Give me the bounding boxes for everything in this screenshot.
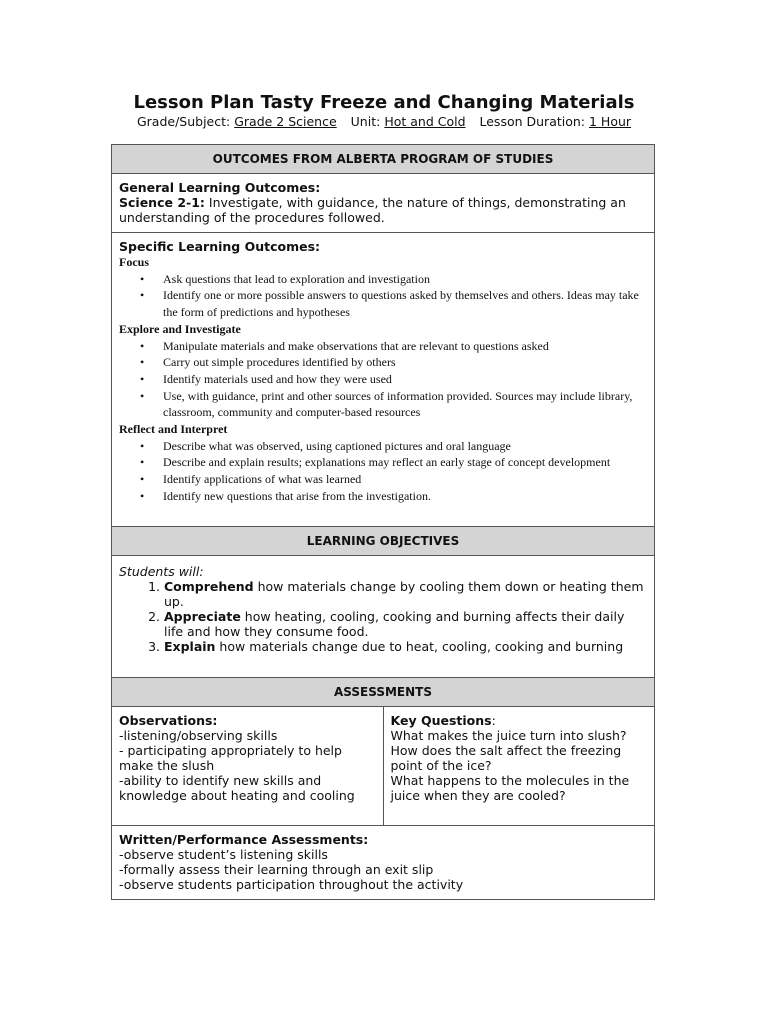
list-item [164, 609, 647, 639]
list-item: • Describe and explain results; explanations may reflect an early stage of concept development [163, 454, 647, 471]
grade-value: Grade 2 Science [234, 114, 337, 129]
assessments-header: ASSESSMENTS [112, 678, 655, 707]
list-item: • Identify new questions that arise from the investigation. [163, 488, 647, 505]
list-item: • Identify applications of what was learned [163, 471, 647, 488]
list-item: -observe students participation throughout the activity [119, 877, 464, 892]
list-item: -observe student’s listening skills [119, 847, 328, 862]
observations-cell [112, 707, 384, 826]
general-outcomes-cell [112, 174, 655, 233]
lesson-plan-table [111, 144, 655, 900]
science-text: Investigate, with guidance, the nature of things, demonstrating an understanding of the procedures followed. [119, 195, 626, 225]
key-questions-colon: : [491, 713, 496, 728]
list-item: -formally assess their learning through an exit slip [119, 862, 434, 877]
objective-text: how materials change by cooling them down or heating them up. [164, 579, 644, 609]
general-outcomes-heading: General Learning Outcomes: [119, 180, 321, 195]
unit-label: Unit: [350, 114, 381, 129]
list-item [164, 579, 647, 609]
list-item: -listening/observing skills [119, 728, 278, 743]
reflect-heading: Reflect and Interpret [119, 422, 228, 437]
list-item: How does the salt affect the freezing point of the ice? [390, 743, 622, 773]
key-questions-cell [383, 707, 655, 826]
written-assessments-cell [112, 826, 655, 900]
science-label: Science 2-1: [119, 195, 205, 210]
objective-text: how materials change due to heat, cooling, cooking and burning [215, 639, 624, 654]
specific-outcomes-cell [112, 233, 655, 527]
objective-verb: Comprehend [164, 579, 254, 594]
list-item: • Identify materials used and how they were used [163, 371, 647, 388]
list-item: • Carry out simple procedures identified by others [163, 354, 647, 371]
specific-outcomes-heading: Specific Learning Outcomes: [119, 239, 321, 254]
objective-text: how heating, cooling, cooking and burning affects their daily life and how they consume food. [164, 609, 625, 639]
focus-list [119, 271, 647, 321]
list-item: • Ask questions that lead to exploration and investigation [163, 271, 647, 288]
list-item: What makes the juice turn into slush? [390, 728, 627, 743]
outcomes-header: OUTCOMES FROM ALBERTA PROGRAM OF STUDIES [112, 145, 655, 174]
document-title: Lesson Plan Tasty Freeze and Changing Materials [133, 92, 635, 113]
list-item: • Describe what was observed, using captioned pictures and oral language [163, 438, 647, 455]
explore-heading: Explore and Investigate [119, 321, 241, 336]
grade-label: Grade/Subject: [136, 114, 231, 129]
objective-verb: Explain [164, 639, 216, 654]
explore-list [119, 338, 647, 422]
lesson-meta [0, 114, 768, 129]
list-item: - participating appropriately to help make the slush [119, 743, 342, 773]
list-item: • Use, with guidance, print and other sources of information provided. Sources may include library, classroom, community and computer-based resources [163, 388, 647, 421]
observations-heading: Observations: [119, 713, 218, 728]
list-item: • Identify one or more possible answers to questions asked by themselves and others. Ideas may take the form of predictions and hypotheses [163, 287, 647, 320]
key-questions-heading: Key Questions [390, 713, 492, 728]
objectives-cell [112, 556, 655, 678]
reflect-list [119, 438, 647, 505]
unit-value: Hot and Cold [384, 114, 466, 129]
objectives-header: LEARNING OBJECTIVES [112, 527, 655, 556]
written-assessments-heading: Written/Performance Assessments: [119, 832, 369, 847]
focus-heading: Focus [119, 255, 149, 269]
list-item [164, 639, 647, 654]
objective-verb: Appreciate [164, 609, 241, 624]
list-item: • Manipulate materials and make observations that are relevant to questions asked [163, 338, 647, 355]
list-item: What happens to the molecules in the juice when they are cooled? [390, 773, 630, 803]
objectives-intro: Students will: [119, 564, 204, 579]
objectives-list [119, 579, 647, 654]
duration-label: Lesson Duration: [479, 114, 586, 129]
duration-value: 1 Hour [589, 114, 632, 129]
list-item: -ability to identify new skills and knowledge about heating and cooling [119, 773, 355, 803]
